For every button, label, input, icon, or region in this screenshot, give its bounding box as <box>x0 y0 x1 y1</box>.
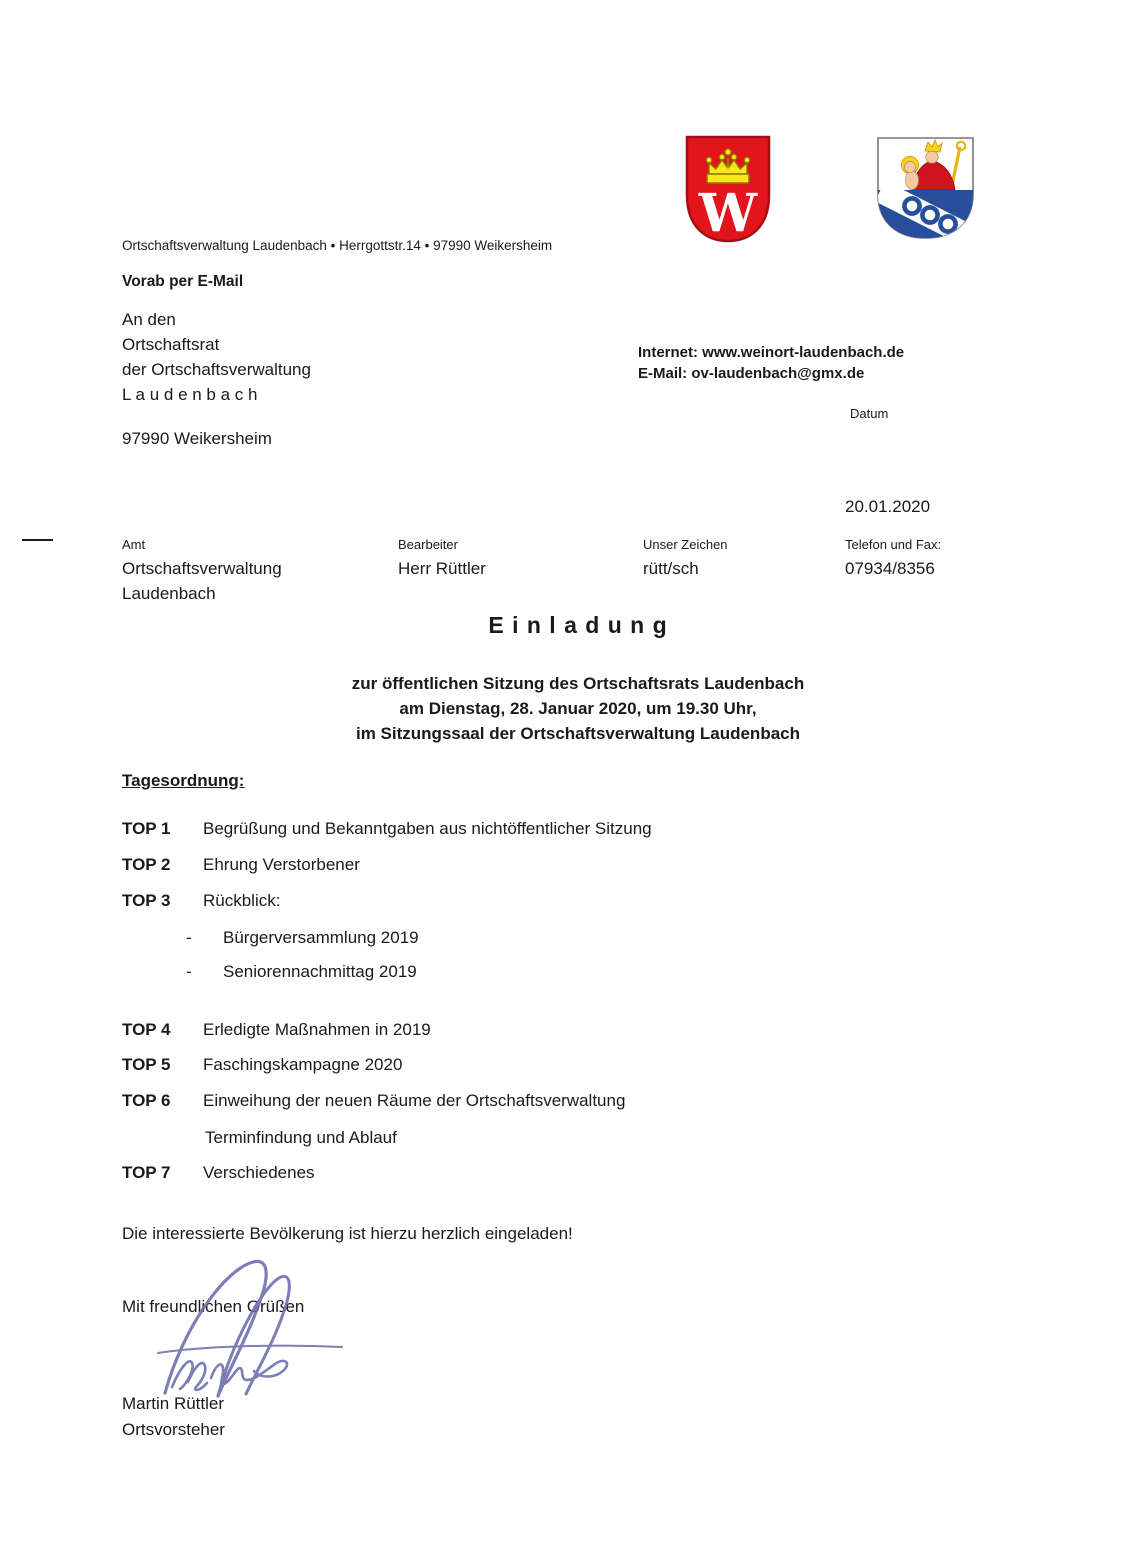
agenda-item-text: Verschiedenes <box>203 1163 315 1182</box>
svg-text:W: W <box>698 183 758 244</box>
signer-title: Ortsvorsteher <box>122 1420 225 1439</box>
amt-value-line: Ortschaftsverwaltung <box>122 559 282 578</box>
weikersheim-crest-icon <box>682 132 774 246</box>
agenda-item-text: Begrüßung und Bekanntgaben aus nichtöffentlicher Sitzung <box>203 819 652 838</box>
letter-title: E i n l a d u n g <box>488 612 668 638</box>
bearbeiter-value: Herr Rüttler <box>398 559 486 578</box>
sender-line: Ortschaftsverwaltung Laudenbach • Herrgottstr.14 • 97990 Weikersheim <box>122 238 553 253</box>
subtitle-line: zur öffentlichen Sitzung des Ortschaftsrats Laudenbach <box>351 674 805 693</box>
fold-mark <box>22 539 53 541</box>
agenda-item-text: Erledigte Maßnahmen in 2019 <box>203 1020 431 1039</box>
recipient-city: 97990 Weikersheim <box>122 429 272 448</box>
recipient-line: der Ortschaftsverwaltung <box>122 360 311 379</box>
amt-label: Amt <box>122 537 146 552</box>
agenda-item-label: TOP 6 <box>122 1091 171 1110</box>
zeichen-label: Unser Zeichen <box>643 537 728 552</box>
agenda-item-label: TOP 7 <box>122 1163 171 1182</box>
date-value: 20.01.2020 <box>845 497 931 516</box>
subtitle-line: im Sitzungssaal der Ortschaftsverwaltung Laudenbach <box>356 724 800 743</box>
letter-subtitle <box>122 671 1034 746</box>
agenda-item-label: TOP 3 <box>122 891 171 910</box>
telefon-value: 07934/8356 <box>845 559 935 578</box>
amt-value <box>122 556 282 606</box>
bearbeiter-label: Bearbeiter <box>398 537 458 552</box>
laudenbach-crest-icon <box>874 134 977 242</box>
agenda-item-label: TOP 2 <box>122 855 171 874</box>
agenda-sub-text: Seniorennachmittag 2019 <box>223 962 417 981</box>
amt-value-line: Laudenbach <box>122 584 216 603</box>
internet-line: Internet: www.weinort-laudenbach.de <box>638 344 905 361</box>
recipient-line: Ortschaftsrat <box>122 335 220 354</box>
agenda-item-text: Einweihung der neuen Räume der Ortschaftsverwaltung <box>203 1091 626 1110</box>
invitation-note: Die interessierte Bevölkerung ist hierzu herzlich eingeladen! <box>122 1224 573 1243</box>
agenda-sub-dash: - <box>186 928 192 947</box>
zeichen-value: rütt/sch <box>643 559 699 578</box>
contact-block <box>638 342 904 384</box>
subtitle-line: am Dienstag, 28. Januar 2020, um 19.30 Uhr, <box>399 699 757 718</box>
agenda-item-label: TOP 5 <box>122 1055 171 1074</box>
agenda-item-label: TOP 1 <box>122 819 171 838</box>
delivery-note: Vorab per E-Mail <box>122 273 244 290</box>
date-label: Datum <box>850 406 889 421</box>
recipient-line: An den <box>122 310 176 329</box>
agenda-heading: Tagesordnung: <box>122 771 245 790</box>
agenda-item-text: Ehrung Verstorbener <box>203 855 360 874</box>
signer-name: Martin Rüttler <box>122 1394 225 1413</box>
agenda-item-text: Faschingskampagne 2020 <box>203 1055 403 1074</box>
agenda-item-label: TOP 4 <box>122 1020 171 1039</box>
email-line: E-Mail: ov-laudenbach@gmx.de <box>638 365 865 382</box>
agenda-item-text: Rückblick: <box>203 891 281 910</box>
agenda-sub-dash: - <box>186 962 192 981</box>
telefon-label: Telefon und Fax: <box>845 537 942 552</box>
recipient-address <box>122 307 311 407</box>
recipient-line: L a u d e n b a c h <box>122 385 258 404</box>
signature-icon <box>128 1256 360 1398</box>
agenda-item-text2: Terminfindung und Ablauf <box>205 1128 397 1147</box>
closing-phrase: Mit freundlichen Grüßen <box>122 1297 305 1316</box>
agenda-sub-text: Bürgerversammlung 2019 <box>223 928 419 947</box>
